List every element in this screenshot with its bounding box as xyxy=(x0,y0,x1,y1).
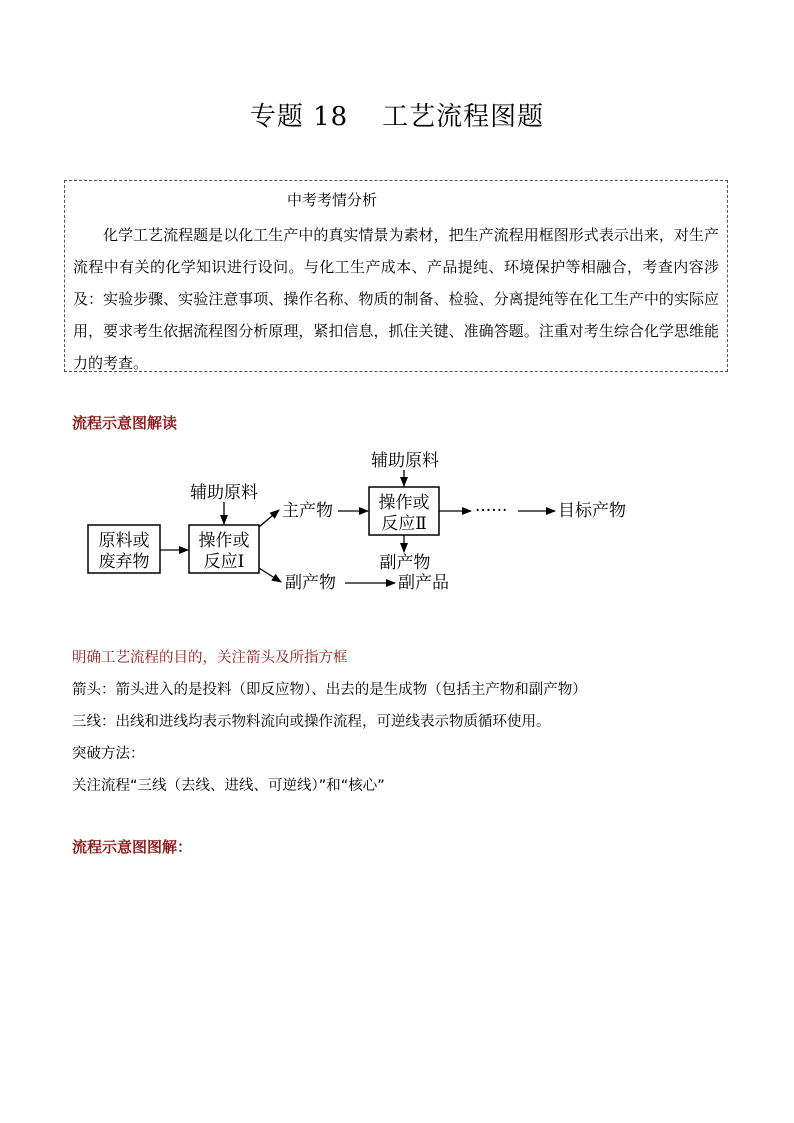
page-title xyxy=(0,96,794,133)
aux-material-1-label: 辅助原料 xyxy=(190,483,258,503)
title-text: 工艺流程图题 xyxy=(382,102,545,132)
analysis-body: 化学工艺流程题是以化工生产中的真实情景为素材，把生产流程用框图形式表示出来，对生产流程中有关的化学知识进行设问。与化工生产成本、产品提纯、环境保护等相融合，考查内容涉及：实验步骤、实验注意事项、操作名称、物质的制备、检验、分离提纯等在化工生产中的实际应用，要求考生依据流程图分析原理，紧扣信息，抓住关键、准确答题。注重对考生综合化学思维能力的考查。 xyxy=(73,226,719,372)
process-flow-diagram xyxy=(0,440,794,610)
note-three-lines: 三线：出线和进线均表示物料流向或操作流程，可逆线表示物质循环使用。 xyxy=(72,714,551,730)
main-product-label: 主产物 xyxy=(282,501,333,521)
operation-1-label-1: 操作或 xyxy=(198,531,250,551)
title-number: 专题 18 xyxy=(249,102,349,132)
target-product-label: 目标产物 xyxy=(558,501,626,521)
analysis-box xyxy=(64,180,728,372)
ellipsis-label: ······ xyxy=(475,501,508,521)
operation-2-label-1: 操作或 xyxy=(378,493,430,513)
section-heading-illustration: 流程示意图图解： xyxy=(72,838,193,856)
byproduct-result-label: 副产品 xyxy=(398,573,449,593)
byproduct-label-top: 副产物 xyxy=(379,553,431,573)
operation-1-label-2: 反应Ⅰ xyxy=(203,552,245,572)
aux-material-2-label: 辅助原料 xyxy=(371,451,439,471)
note-arrows: 箭头：箭头进入的是投料（即反应物）、出去的是生成物（包括主产物和副产物） xyxy=(72,682,587,698)
raw-material-label-2: 废弃物 xyxy=(98,552,150,572)
note-purpose: 明确工艺流程的目的，关注箭头及所指方框 xyxy=(72,650,348,666)
byproduct-label-left: 副产物 xyxy=(285,573,336,593)
note-focus: 关注流程“三线（去线、进线、可逆线）”和“核心” xyxy=(72,778,385,794)
raw-material-label-1: 原料或 xyxy=(98,531,150,551)
note-method-heading: 突破方法： xyxy=(72,746,145,762)
arrow-op1-to-main xyxy=(259,510,279,527)
analysis-heading: 中考考情分析 xyxy=(287,191,378,209)
section-heading-interpretation: 流程示意图解读 xyxy=(72,414,178,432)
operation-2-label-2: 反应Ⅱ xyxy=(381,514,427,534)
arrow-op1-to-byproduct xyxy=(259,568,281,582)
